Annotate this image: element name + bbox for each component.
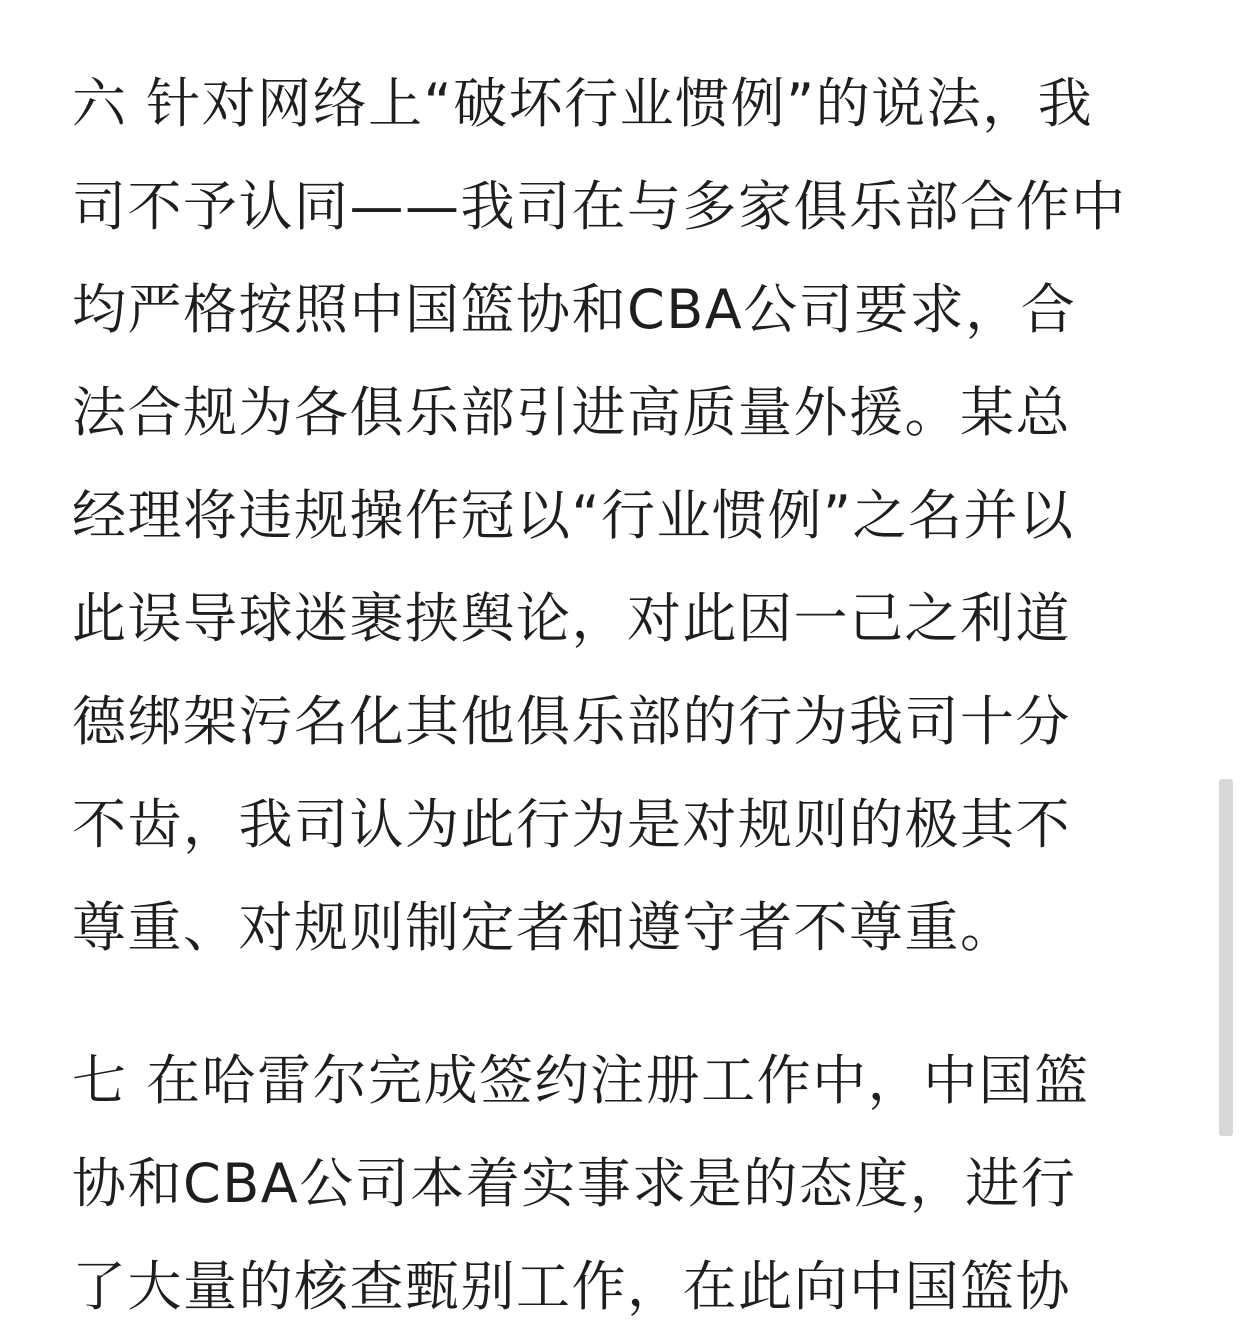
text-line: 经理将违规操作冠以“行业惯例”之名并以 [72,484,1075,547]
text-line: 了大量的核查甄别工作，在此向中国篮协 [72,1255,1071,1318]
article-body [72,52,1172,1338]
scrollbar-thumb[interactable] [1219,779,1233,1136]
text-line: 法合规为各俱乐部引进高质量外援。某总 [72,381,1071,444]
text-line: 六 针对网络上“破坏行业惯例”的说法，我 [72,72,1094,135]
text-line: 司不予认同——我司在与多家俱乐部合作中 [72,175,1127,238]
text-line: 德绑架污名化其他俱乐部的行为我司十分 [72,690,1071,753]
paragraph-spacer [72,979,1172,1029]
text-line: 协和CBA公司本着实事求是的态度，进行 [72,1152,1077,1215]
text-line: 均严格按照中国篮协和CBA公司要求，合 [72,278,1077,341]
paragraph-six [72,52,1172,979]
text-line: 尊重、对规则制定者和遵守者不尊重。 [72,896,1016,959]
text-line: 七 在哈雷尔完成签约注册工作中，中国篮 [72,1049,1090,1112]
paragraph-seven [72,1029,1172,1338]
text-line: 此误导球迷裹挟舆论，对此因一己之利道 [72,587,1071,650]
text-line: 不齿，我司认为此行为是对规则的极其不 [72,793,1071,856]
